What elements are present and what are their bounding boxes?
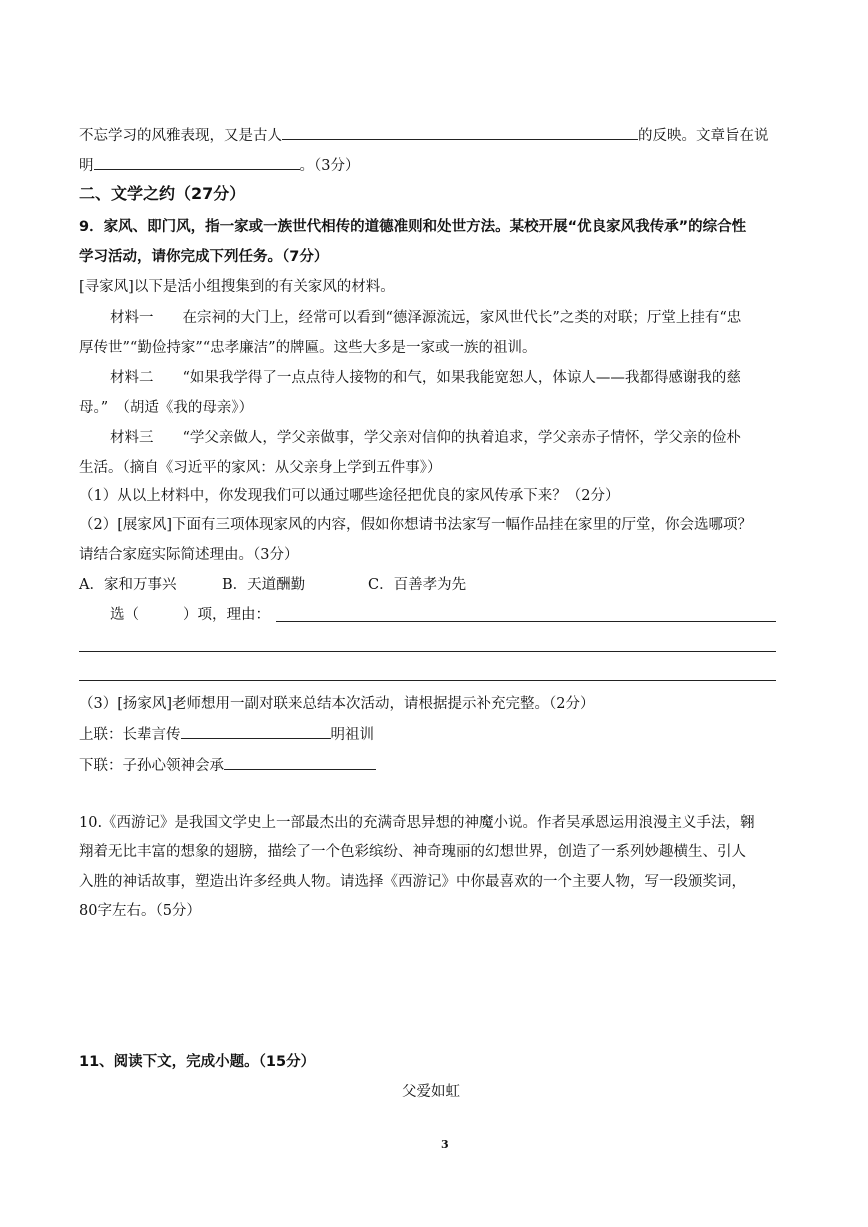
q8-line1-prefix: 不忘学习的风雅表现，又是古人 — [79, 128, 282, 144]
couplet-lower-blank[interactable] — [224, 754, 376, 770]
reason-line-3[interactable] — [79, 680, 776, 681]
couplet-lower — [79, 754, 376, 776]
material-2-line-2: 母。” （胡适《我的母亲》） — [79, 400, 254, 416]
material-3-line-2: 生活。（摘自《习近平的家风：从父亲身上学到五件事》） — [79, 460, 442, 476]
q11-stem: 11、阅读下文，完成小题。（15分） — [79, 1054, 316, 1070]
q10-line-4: 80字左右。（5分） — [79, 903, 201, 919]
q8-line-2 — [79, 154, 359, 176]
reason-line-2[interactable] — [79, 651, 776, 652]
choose-prefix: 选（ — [110, 607, 139, 623]
q8-answer-blank-1[interactable] — [282, 124, 638, 140]
q10-line-2: 翔着无比丰富的想象的翅膀，描绘了一个色彩缤纷、神奇瑰丽的幻想世界，创造了一系列妙趣横生、引人 — [79, 844, 746, 860]
q9-stem-line-1: 9．家风、即门风，指一家或一族世代相传的道德准则和处世方法。某校开展“优良家风我传承”的综合性 — [79, 219, 747, 235]
article-title: 父爱如虹 — [402, 1084, 460, 1100]
q9-sub-2-line-1: （2）[展家风]下面有三项体现家风的内容，假如你想请书法家写一幅作品挂在家里的厅堂，你会选哪项？ — [79, 517, 753, 533]
q10-line-1: 10.《西游记》是我国文学史上一部最杰出的充满奇思异想的神魔小说。作者吴承恩运用浪漫主义手法，翱 — [79, 815, 755, 831]
option-b: B．天道酬勤 — [222, 577, 306, 593]
material-1-line-1: 材料一 在宗祠的大门上，经常可以看到“德泽源流远，家风世代长”之类的对联；厅堂上挂有“忠 — [110, 310, 742, 326]
couplet-upper-blank[interactable] — [181, 723, 331, 739]
q8-line2-suffix: 。（3分） — [299, 158, 360, 174]
q8-answer-blank-2[interactable] — [94, 154, 300, 170]
q8-line-1 — [79, 124, 769, 146]
couplet-upper — [79, 723, 374, 745]
option-c: C．百善孝为先 — [368, 577, 467, 593]
couplet-upper-prefix: 上联：长辈言传 — [79, 727, 181, 743]
q9-sub-3: （3）[扬家风]老师想用一副对联来总结本次活动，请根据提示补充完整。（2分） — [79, 696, 595, 712]
option-a: A．家和万事兴 — [79, 577, 177, 593]
couplet-upper-suffix: 明祖训 — [330, 727, 374, 743]
q9-sub-2-line-2: 请结合家庭实际简述理由。（3分） — [79, 547, 299, 563]
q9-sub-1: （1）从以上材料中，你发现我们可以通过哪些途径把优良的家风传承下来？（2分） — [79, 488, 620, 504]
reason-line-1[interactable] — [276, 621, 776, 622]
material-1-line-2: 厚传世”“勤俭持家”“忠孝廉洁”的牌匾。这些大多是一家或一族的祖训。 — [79, 340, 537, 356]
page-number: 3 — [441, 1138, 449, 1151]
choose-suffix: ）项，理由： — [183, 607, 270, 623]
q10-line-3: 入胜的神话故事，塑造出许多经典人物。请选择《西游记》中你最喜欢的一个主要人物，写一段颁奖词， — [79, 874, 746, 890]
section-title: 二、文学之约（27分） — [79, 184, 246, 203]
q9-intro: [寻家风]以下是活小组搜集到的有关家风的材料。 — [79, 279, 395, 295]
q9-stem-line-2: 学习活动，请你完成下列任务。（7分） — [79, 249, 329, 265]
q8-line2-prefix: 明 — [79, 158, 94, 174]
q8-line1-suffix: 的反映。文章旨在说 — [638, 128, 769, 144]
material-2-line-1: 材料二 “如果我学得了一点点待人接物的和气，如果我能宽恕人，体谅人——我都得感谢我的慈 — [110, 370, 741, 386]
choose-line — [110, 605, 270, 625]
material-3-line-1: 材料三 “学父亲做人，学父亲做事，学父亲对信仰的执着追求，学父亲赤子情怀，学父亲的俭朴 — [110, 430, 741, 446]
couplet-lower-prefix: 下联：子孙心领神会承 — [79, 758, 224, 774]
